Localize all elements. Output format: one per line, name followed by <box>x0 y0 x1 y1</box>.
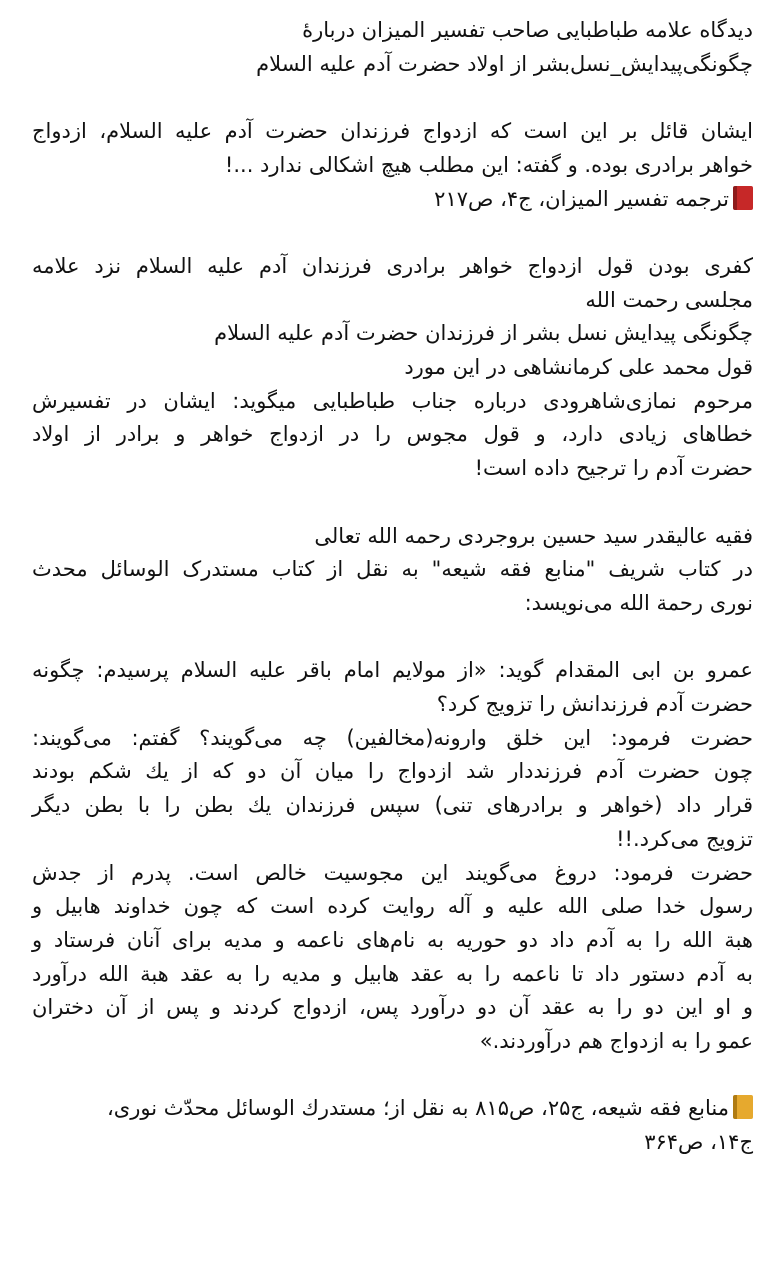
paragraph-line: ایشان قائل بر این است که ازدواج فرزندان حضرت آدم علیه السلام، ازدواج <box>32 119 753 144</box>
paragraph-line: کفری بودن قول ازدواج خواهر برادری فرزندان آدم علیه السلام نزد علامه <box>32 253 753 278</box>
paragraph-majlisi-view <box>32 250 753 486</box>
paragraph-line: خطاهای زیادی دارد، و قول مجوس را در ازدواج خواهر و برادر از اولاد <box>32 422 753 447</box>
paragraph-hadith-quote <box>32 654 753 1058</box>
paragraph-line: حضرت آدم را ترجیح داده است! <box>474 456 753 481</box>
paragraph-line: حضرت آدم فرزندانش را تزویج کرد؟ <box>436 692 753 716</box>
reference-citation <box>32 1092 753 1159</box>
red-book-icon <box>733 186 753 210</box>
paragraph-line: چون حضرت آدم فرزنددار شد ازدواج را میان آن دو که از یك شكم بودند <box>32 759 753 784</box>
paragraph-line: عمو را به ازدواج هم درآوردند.» <box>479 1029 753 1054</box>
title-line-2: چگونگی‌پیدایش_نسل‌بشر از اولاد حضرت آدم علیه السلام <box>256 51 753 76</box>
document-title <box>32 14 753 81</box>
spacer <box>32 216 753 250</box>
reference-text: منابع فقه شیعه، ج۲۵، ص۸۱۵ به نقل از؛ مستدرك الوسائل محدّث نوری، <box>107 1096 729 1121</box>
paragraph-line: حضرت فرمود: دروغ می‌گویند این مجوسیت خالص است. پدرم از جدش <box>32 860 753 885</box>
paragraph-line: نوری رحمة الله می‌نویسد: <box>524 590 753 615</box>
paragraph-line: قرار داد (خواهر و برادرهای تنی) سپس فرزندان یك بطن را با بطن دیگر <box>32 793 753 818</box>
reference-line: ج۱۴، ص۳۶۴ <box>644 1130 753 1155</box>
paragraph-line: مجلسی رحمت الله <box>585 287 753 312</box>
paragraph-line: رسول خدا صلی الله علیه و آله روایت كرده است كه چون خداوند هابیل و <box>32 894 753 919</box>
paragraph-line: و او این دو را به عقد آن دو درآورد پس، ازدواج كردند و پس از آن دختران <box>32 995 753 1020</box>
paragraph-line: خواهر برادری بوده. و گفته: این مطلب هیچ اشکالی ندارد ...! <box>224 152 753 177</box>
spacer <box>32 81 753 115</box>
paragraph-line: عمرو بن ابی المقدام گوید: «از مولایم امام باقر علیه السلام پرسیدم: چگونه <box>32 658 753 683</box>
paragraph-line: هبة الله را به آدم داد دو حوریه به نام‌های ناعمه و مدیه برای آنان فرستاد و <box>32 927 753 952</box>
paragraph-line: فقیه عالیقدر سید حسین بروجردی رحمه الله تعالی <box>314 523 753 548</box>
paragraph-line: مرحوم نمازی‌شاهرودی درباره جناب طباطبایی میگوید: ایشان در تفسیرش <box>32 388 753 413</box>
source-citation <box>32 183 753 217</box>
paragraph-line: تزویج می‌كرد.!! <box>616 826 753 851</box>
paragraph-line: قول محمد علی کرمانشاهی در این مورد <box>404 355 753 379</box>
spacer <box>32 1059 753 1093</box>
paragraph-line: به آدم دستور داد تا ناعمه را به عقد هابیل و مدیه را به عقد هبة الله درآورد <box>32 961 753 986</box>
source-citation-text: ترجمه تفسیر المیزان، ج۴، ص۲۱۷ <box>434 186 729 211</box>
paragraph-borujerdi-intro <box>32 520 753 621</box>
yellow-book-icon <box>733 1095 753 1119</box>
paragraph-line: در کتاب شریف "منابع فقه شیعه" به نقل از کتاب مستدرک الوسائل محدث <box>32 557 753 582</box>
reference-line <box>32 1092 753 1126</box>
document-body <box>32 14 753 1160</box>
paragraph-line: حضرت فرمود: این خلق وارونه(مخالفین) چه می‌گویند؟ گفتم: می‌گویند: <box>32 725 753 750</box>
title-line-1: دیدگاه علامه طباطبایی صاحب تفسیر المیزان دربارۀ <box>302 18 753 42</box>
spacer <box>32 621 753 655</box>
paragraph-line: چگونگی پیدایش نسل بشر از فرزندان حضرت آدم علیه السلام <box>214 321 753 346</box>
spacer <box>32 486 753 520</box>
paragraph-tabatabai-view <box>32 115 753 216</box>
